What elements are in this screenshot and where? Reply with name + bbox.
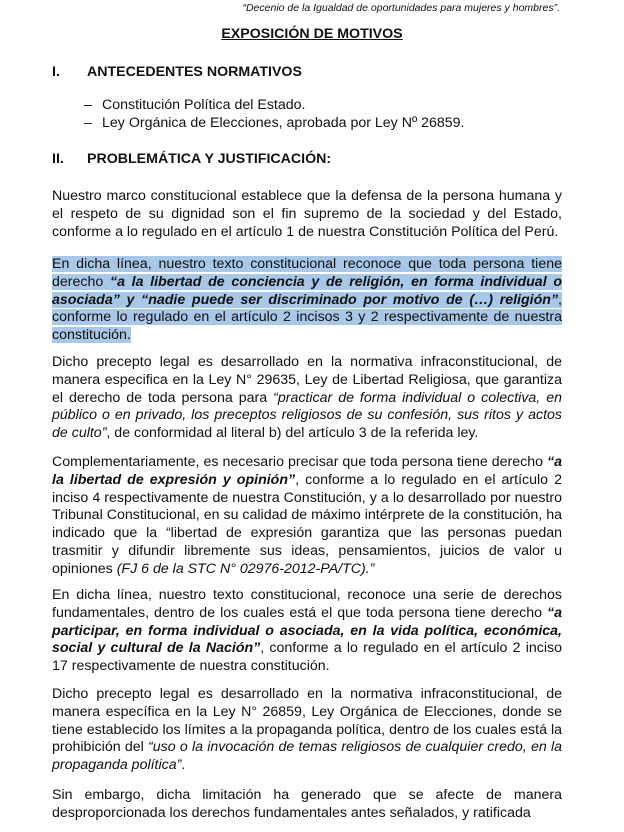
quoted-text: “uso o la invocación de temas religiosos de cualquier credo, en la propaganda política”	[52, 739, 562, 774]
paragraph-7[interactable]: Sin embargo, dicha limitación ha generado que se afecte de manera desproporcionada los derechos fundamentales antes señalados, y ratificada	[52, 787, 562, 821]
quoted-right: “a participar, en forma individual o asociada, en la vida política, económica, social y cultural de la Nación”	[52, 604, 562, 657]
list-item-text: Constitución Política del Estado.	[102, 97, 306, 113]
paragraph-text: Complementariamente, es necesario precisar que toda persona tiene derecho	[52, 454, 548, 470]
section-number: II.	[52, 151, 64, 167]
paragraph-3[interactable]	[52, 354, 562, 443]
paragraph-5[interactable]	[52, 587, 562, 676]
paragraph-6[interactable]	[52, 686, 562, 775]
section-heading-2	[52, 151, 331, 167]
paragraph-text: , conforme a lo regulado en el artículo 2 inciso 17 respectivamente de nuestra constitución.	[52, 640, 562, 675]
dash-bullet: –	[84, 115, 92, 131]
list-item	[84, 114, 464, 132]
list-item-text: Ley Orgánica de Elecciones, aprobada por Ley Nº 26859.	[102, 115, 465, 131]
paragraph-text: , conforme lo regulado en el artículo 2 incisos 3 y 2 respectivamente de nuestra constitución.	[52, 291, 562, 344]
quoted-text: “practicar de forma individual o colectiva, en público o en privado, los preceptos religiosos de su confesión, sus ritos y actos de culto”	[52, 389, 562, 442]
paragraph-text: Dicho precepto legal es desarrollado en la normativa infraconstitucional, de manera especifica en la Ley N° 29635, Ley de Libertad Religiosa, que garantiza el derecho de toda persona para	[52, 354, 562, 406]
section-title: PROBLEMÁTICA Y JUSTIFICACIÓN:	[87, 151, 332, 167]
paragraph-text: Dicho precepto legal es desarrollado en la normativa infraconstitucional, de manera específica en la Ley N° 26859, Ley Orgánica de Elecciones, donde se tiene establecido los límites a la propaganda política, dentro de los cuales está la prohibición del	[52, 686, 562, 756]
paragraph-2-selected[interactable]	[52, 256, 562, 345]
list-item	[84, 96, 464, 114]
section-heading-1	[52, 64, 302, 80]
section-title: ANTECEDENTES NORMATIVOS	[87, 64, 302, 80]
paragraph-text: En dicha línea, nuestro texto constitucional, reconoce una serie de derechos fundamentales, dentro de los cuales está el que toda persona tiene derecho	[52, 587, 562, 621]
selected-text	[52, 256, 562, 343]
citation: (FJ 6 de la STC N° 02976-2012-PA/TC).”	[116, 560, 375, 577]
legal-antecedents-list	[84, 96, 464, 132]
paragraph-text: , conforme a lo regulado en el artículo 2 inciso 4 respectivamente de nuestra Constitución, y a lo desarrollado por nuestro Tribunal Constitucional, en su calidad de máximo intérprete de la constitución, ha indicado que la “libertad de expresión garantiza que las personas puedan trasmitir y difundir libremente sus ideas, pensamientos, juicios de valor u opiniones	[52, 471, 562, 577]
dash-bullet: –	[84, 97, 92, 113]
paragraph-text: .	[181, 757, 186, 774]
quoted-right: “a la libertad de conciencia y de religión, en forma individual o asociada” y “nadie puede ser discriminado por motivo de (…) religión”	[52, 273, 562, 308]
paragraph-1[interactable]: Nuestro marco constitucional establece que la defensa de la persona humana y el respeto de su dignidad son el fin supremo de la sociedad y del Estado, conforme a lo regulado en el artículo 1 de nuestra Constitución Política del Perú.	[52, 188, 562, 240]
quoted-right: “a la libertad de expresión y opinión”	[52, 454, 562, 488]
paragraph-4[interactable]	[52, 454, 562, 579]
paragraph-text: , de conformidad al literal b) del artículo 3 de la referida ley.	[106, 425, 479, 442]
header-note: “Decenio de la Igualdad de oportunidades para mujeres y hombres”.	[242, 2, 560, 14]
paragraph-text: En dicha línea, nuestro texto constitucional reconoce que toda persona tiene derecho	[52, 256, 562, 290]
section-number: I.	[52, 64, 60, 80]
page-title: EXPOSICIÓN DE MOTIVOS	[221, 26, 403, 42]
